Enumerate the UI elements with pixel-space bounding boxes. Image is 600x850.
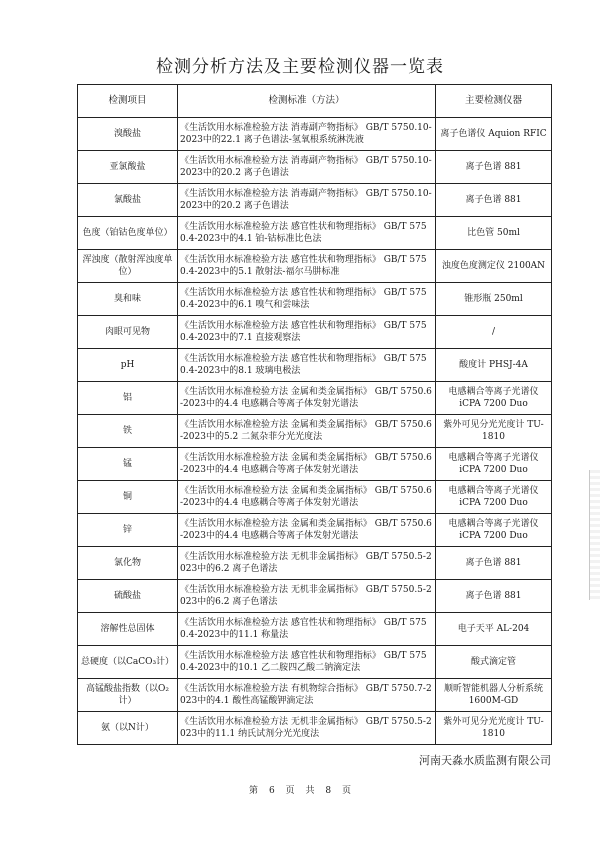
standard-cell: 《生活饮用水标准检验方法 感官性状和物理指标》 GB/T 5750.4-2023中的8.1 玻璃电极法 bbox=[178, 349, 436, 382]
standard-cell: 《生活饮用水标准检验方法 金属和类金属指标》 GB/T 5750.6-2023中的4.4 电感耦合等离子体发射光谱法 bbox=[178, 481, 436, 514]
header-instrument: 主要检测仪器 bbox=[436, 85, 552, 118]
page-indicator bbox=[0, 783, 600, 796]
table-row bbox=[78, 613, 552, 646]
item-cell: 亚氯酸盐 bbox=[78, 151, 178, 184]
instrument-cell: 电感耦合等离子光谱仪 iCPA 7200 Duo bbox=[436, 448, 552, 481]
item-cell: 铁 bbox=[78, 415, 178, 448]
standard-cell: 《生活饮用水标准检验方法 金属和类金属指标》 GB/T 5750.6-2023中的4.4 电感耦合等离子体发射光谱法 bbox=[178, 514, 436, 547]
item-cell: 浑浊度（散射浑浊度单位） bbox=[78, 250, 178, 283]
instrument-cell: 电子天平 AL-204 bbox=[436, 613, 552, 646]
instrument-cell: 紫外可见分光光度计 TU-1810 bbox=[436, 415, 552, 448]
instrument-cell: 酸式滴定管 bbox=[436, 646, 552, 679]
standard-cell: 《生活饮用水标准检验方法 感官性状和物理指标》 GB/T 5750.4-2023中的4.1 铂-钴标准比色法 bbox=[178, 217, 436, 250]
page-total: 8 bbox=[325, 786, 332, 796]
standard-cell: 《生活饮用水标准检验方法 金属和类金属指标》 GB/T 5750.6-2023中的4.4 电感耦合等离子体发射光谱法 bbox=[178, 382, 436, 415]
header-standard: 检测标准（方法） bbox=[178, 85, 436, 118]
standard-cell: 《生活饮用水标准检验方法 感官性状和物理指标》 GB/T 5750.4-2023中的10.1 乙二胺四乙酸二钠滴定法 bbox=[178, 646, 436, 679]
item-cell: 肉眼可见物 bbox=[78, 316, 178, 349]
instrument-cell: / bbox=[436, 316, 552, 349]
table-row bbox=[78, 547, 552, 580]
item-cell: pH bbox=[78, 349, 178, 382]
item-cell: 锰 bbox=[78, 448, 178, 481]
item-cell: 氯化物 bbox=[78, 547, 178, 580]
item-cell: 氯酸盐 bbox=[78, 184, 178, 217]
standard-cell: 《生活饮用水标准检验方法 无机非金属指标》 GB/T 5750.5-2023中的6.2 离子色谱法 bbox=[178, 580, 436, 613]
seam-stamp-edge bbox=[589, 470, 600, 600]
instrument-cell: 紫外可见分光光度计 TU-1810 bbox=[436, 712, 552, 745]
document-title: 检测分析方法及主要检测仪器一览表 bbox=[156, 57, 444, 77]
standard-cell: 《生活饮用水标准检验方法 感官性状和物理指标》 GB/T 5750.4-2023中的11.1 称量法 bbox=[178, 613, 436, 646]
page-unit: 页 bbox=[285, 786, 295, 796]
instrument-cell: 锥形瓶 250ml bbox=[436, 283, 552, 316]
table-row bbox=[78, 712, 552, 745]
table-row bbox=[78, 283, 552, 316]
standard-cell: 《生活饮用水标准检验方法 无机非金属指标》 GB/T 5750.5-2023中的6.2 离子色谱法 bbox=[178, 547, 436, 580]
item-cell: 氨（以N计） bbox=[78, 712, 178, 745]
standard-cell: 《生活饮用水标准检验方法 有机物综合指标》 GB/T 5750.7-2023中的4.1 酸性高锰酸钾滴定法 bbox=[178, 679, 436, 712]
table-row bbox=[78, 679, 552, 712]
standard-cell: 《生活饮用水标准检验方法 消毒副产物指标》 GB/T 5750.10-2023中的22.1 离子色谱法-氢氧根系统淋洗液 bbox=[178, 118, 436, 151]
table-row bbox=[78, 580, 552, 613]
methods-table bbox=[77, 84, 552, 745]
table-row bbox=[78, 118, 552, 151]
instrument-cell: 酸度计 PHSJ-4A bbox=[436, 349, 552, 382]
instrument-cell: 电感耦合等离子光谱仪 iCPA 7200 Duo bbox=[436, 481, 552, 514]
table-row bbox=[78, 646, 552, 679]
table-row bbox=[78, 250, 552, 283]
table-row bbox=[78, 415, 552, 448]
item-cell: 溶解性总固体 bbox=[78, 613, 178, 646]
table-row bbox=[78, 382, 552, 415]
instrument-cell: 电感耦合等离子光谱仪 iCPA 7200 Duo bbox=[436, 514, 552, 547]
standard-cell: 《生活饮用水标准检验方法 消毒副产物指标》 GB/T 5750.10-2023中的20.2 离子色谱法 bbox=[178, 151, 436, 184]
table-row bbox=[78, 151, 552, 184]
item-cell: 高锰酸盐指数（以O₂计） bbox=[78, 679, 178, 712]
standard-cell: 《生活饮用水标准检验方法 无机非金属指标》 GB/T 5750.5-2023中的11.1 纳氏试剂分光光度法 bbox=[178, 712, 436, 745]
table-row bbox=[78, 217, 552, 250]
standard-cell: 《生活饮用水标准检验方法 感官性状和物理指标》 GB/T 5750.4-2023中的7.1 直接观察法 bbox=[178, 316, 436, 349]
item-cell: 臭和味 bbox=[78, 283, 178, 316]
instrument-cell: 顺昕智能机器人分析系统 1600M-GD bbox=[436, 679, 552, 712]
standard-cell: 《生活饮用水标准检验方法 消毒副产物指标》 GB/T 5750.10-2023中的20.2 离子色谱法 bbox=[178, 184, 436, 217]
table-row bbox=[78, 448, 552, 481]
table-row bbox=[78, 481, 552, 514]
table-row bbox=[78, 514, 552, 547]
standard-cell: 《生活饮用水标准检验方法 感官性状和物理指标》 GB/T 5750.4-2023中的6.1 嗅气和尝味法 bbox=[178, 283, 436, 316]
item-cell: 铜 bbox=[78, 481, 178, 514]
item-cell: 锌 bbox=[78, 514, 178, 547]
page-label: 第 bbox=[249, 786, 259, 796]
item-cell: 色度（铂钴色度单位） bbox=[78, 217, 178, 250]
item-cell: 铝 bbox=[78, 382, 178, 415]
instrument-cell: 浊度色度测定仪 2100AN bbox=[436, 250, 552, 283]
instrument-cell: 离子色谱仪 Aquion RFIC bbox=[436, 118, 552, 151]
table-row bbox=[78, 316, 552, 349]
item-cell: 总硬度（以CaCO₃计） bbox=[78, 646, 178, 679]
instrument-cell: 离子色谱 881 bbox=[436, 184, 552, 217]
instrument-cell: 电感耦合等离子光谱仪 iCPA 7200 Duo bbox=[436, 382, 552, 415]
instrument-cell: 离子色谱 881 bbox=[436, 547, 552, 580]
instrument-cell: 比色管 50ml bbox=[436, 217, 552, 250]
table-row bbox=[78, 349, 552, 382]
instrument-cell: 离子色谱 881 bbox=[436, 580, 552, 613]
standard-cell: 《生活饮用水标准检验方法 感官性状和物理指标》 GB/T 5750.4-2023中的5.1 散射法-福尔马肼标准 bbox=[178, 250, 436, 283]
table-row bbox=[78, 184, 552, 217]
standard-cell: 《生活饮用水标准检验方法 金属和类金属指标》 GB/T 5750.6-2023中的5.2 二氮杂菲分光光度法 bbox=[178, 415, 436, 448]
item-cell: 硫酸盐 bbox=[78, 580, 178, 613]
page-total-unit: 页 bbox=[341, 786, 351, 796]
page-current: 6 bbox=[268, 786, 275, 796]
item-cell: 溴酸盐 bbox=[78, 118, 178, 151]
table-body bbox=[78, 118, 552, 745]
table-header-row bbox=[78, 85, 552, 118]
instrument-cell: 离子色谱 881 bbox=[436, 151, 552, 184]
company-name: 河南天淼水质监测有限公司 bbox=[419, 754, 551, 767]
header-item: 检测项目 bbox=[78, 85, 178, 118]
standard-cell: 《生活饮用水标准检验方法 金属和类金属指标》 GB/T 5750.6-2023中的4.4 电感耦合等离子体发射光谱法 bbox=[178, 448, 436, 481]
page-total-label: 共 bbox=[305, 786, 315, 796]
